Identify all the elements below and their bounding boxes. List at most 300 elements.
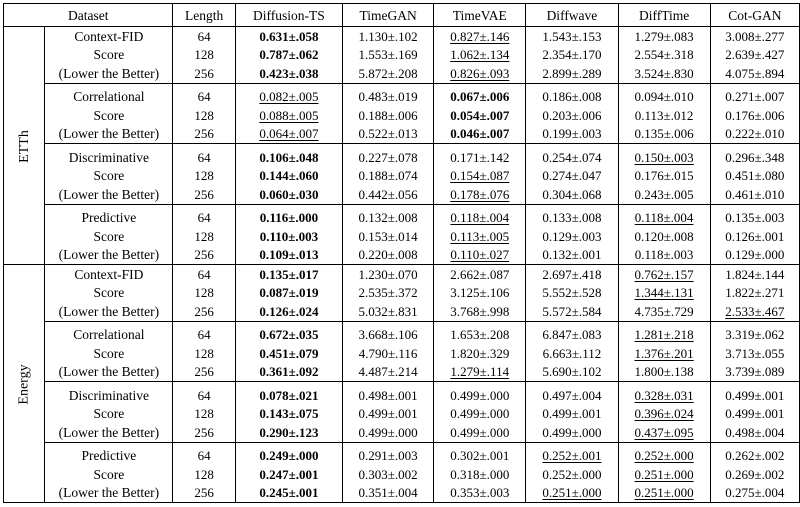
value-cell <box>618 386 710 405</box>
dataset-name: Energy <box>16 363 32 405</box>
value-text: 1.820±.329 <box>450 345 510 361</box>
value-text: 0.126±.024 <box>259 303 319 319</box>
length-cell: 128 <box>173 46 235 65</box>
value-text: 0.303±.002 <box>358 466 418 482</box>
value-text: 2.899±.289 <box>542 65 602 81</box>
length-cell: 256 <box>173 302 235 321</box>
value-text: 1.279±.083 <box>634 28 694 44</box>
value-cell <box>434 148 526 167</box>
value-text: 3.524±.830 <box>634 65 694 81</box>
value-text: 0.249±.000 <box>259 448 319 464</box>
value-cell <box>342 148 433 167</box>
value-cell <box>434 167 526 186</box>
value-cell <box>342 302 433 321</box>
value-cell <box>235 64 342 83</box>
metric-label: Context-FID <box>45 265 173 284</box>
table-row <box>4 106 800 125</box>
table-row <box>4 148 800 167</box>
value-cell <box>710 246 799 265</box>
dataset-label-cell <box>4 27 45 265</box>
value-cell <box>434 209 526 228</box>
value-text: 0.220±.008 <box>358 247 418 263</box>
value-text: 1.062±.134 <box>450 47 510 63</box>
value-text: 0.067±.006 <box>450 89 510 105</box>
metric-label: (Lower the Better) <box>45 64 173 83</box>
value-cell <box>710 302 799 321</box>
value-cell <box>526 46 618 65</box>
value-cell <box>710 88 799 107</box>
value-cell <box>342 209 433 228</box>
value-cell <box>434 447 526 466</box>
value-cell <box>710 125 799 144</box>
value-cell <box>342 265 433 284</box>
value-cell <box>235 125 342 144</box>
table-row <box>4 167 800 186</box>
value-text: 1.824±.144 <box>725 266 785 282</box>
metric-label: (Lower the Better) <box>45 423 173 442</box>
value-text: 0.245±.001 <box>259 485 319 501</box>
value-text: 0.188±.006 <box>358 107 418 123</box>
value-text: 0.451±.079 <box>259 345 319 361</box>
value-cell <box>235 227 342 246</box>
value-cell <box>526 405 618 424</box>
value-cell <box>342 125 433 144</box>
value-text: 0.499±.001 <box>725 406 785 422</box>
value-cell <box>710 326 799 345</box>
value-text: 3.125±.106 <box>450 285 510 301</box>
value-text: 0.274±.047 <box>542 168 602 184</box>
value-text: 6.663±.112 <box>542 345 602 361</box>
value-text: 0.113±.012 <box>634 107 694 123</box>
table-row <box>4 125 800 144</box>
value-text: 4.487±.214 <box>358 364 418 380</box>
value-text: 0.631±.058 <box>259 28 319 44</box>
metric-label: (Lower the Better) <box>45 125 173 144</box>
value-cell <box>342 344 433 363</box>
metric-label: Score <box>45 227 173 246</box>
length-cell: 256 <box>173 423 235 442</box>
value-cell <box>235 423 342 442</box>
value-cell <box>618 185 710 204</box>
value-cell <box>618 27 710 46</box>
metric-label: (Lower the Better) <box>45 363 173 382</box>
value-text: 1.279±.114 <box>450 364 510 380</box>
value-cell <box>618 265 710 284</box>
value-cell <box>342 106 433 125</box>
metric-label: Score <box>45 106 173 125</box>
value-cell <box>710 227 799 246</box>
value-cell <box>235 344 342 363</box>
value-cell <box>434 386 526 405</box>
value-text: 0.133±.008 <box>542 210 602 226</box>
value-text: 0.082±.005 <box>259 89 319 105</box>
header-row <box>4 4 800 27</box>
table-row <box>4 209 800 228</box>
value-text: 0.522±.013 <box>358 126 418 142</box>
value-text: 0.113±.005 <box>450 228 510 244</box>
value-text: 4.735±.729 <box>634 303 694 319</box>
value-text: 2.533±.467 <box>725 303 785 319</box>
value-cell <box>710 405 799 424</box>
value-text: 0.135±.006 <box>634 126 694 142</box>
metric-label: Score <box>45 167 173 186</box>
value-text: 3.713±.055 <box>725 345 785 361</box>
value-text: 0.271±.007 <box>725 89 785 105</box>
value-cell <box>342 386 433 405</box>
value-cell <box>235 88 342 107</box>
value-text: 0.126±.001 <box>725 228 785 244</box>
value-cell <box>618 88 710 107</box>
value-text: 1.281±.218 <box>634 327 694 343</box>
value-text: 0.290±.123 <box>259 424 319 440</box>
length-cell: 64 <box>173 386 235 405</box>
value-cell <box>526 167 618 186</box>
value-text: 2.697±.418 <box>542 266 602 282</box>
value-cell <box>342 363 433 382</box>
value-text: 0.132±.001 <box>542 247 602 263</box>
value-text: 0.129±.003 <box>542 228 602 244</box>
value-cell <box>434 125 526 144</box>
value-text: 0.199±.003 <box>542 126 602 142</box>
header-timevae: TimeVAE <box>434 4 526 27</box>
value-cell <box>434 227 526 246</box>
value-text: 5.690±.102 <box>542 364 602 380</box>
table-row <box>4 465 800 484</box>
length-cell: 64 <box>173 447 235 466</box>
value-cell <box>526 246 618 265</box>
table-row <box>4 227 800 246</box>
value-cell <box>342 465 433 484</box>
value-text: 0.499±.000 <box>542 424 602 440</box>
value-cell <box>342 185 433 204</box>
value-cell <box>618 363 710 382</box>
value-cell <box>434 46 526 65</box>
value-text: 5.552±.528 <box>542 285 602 301</box>
value-cell <box>342 326 433 345</box>
value-text: 0.110±.003 <box>259 228 319 244</box>
value-cell <box>618 447 710 466</box>
table-row <box>4 484 800 503</box>
value-text: 0.153±.014 <box>358 228 418 244</box>
value-cell <box>618 284 710 303</box>
value-cell <box>526 344 618 363</box>
header-difftime: DiffTime <box>618 4 710 27</box>
value-cell <box>434 246 526 265</box>
value-text: 0.499±.000 <box>450 424 510 440</box>
value-cell <box>618 167 710 186</box>
length-cell: 128 <box>173 167 235 186</box>
value-cell <box>526 88 618 107</box>
value-text: 0.827±.146 <box>450 28 510 44</box>
value-text: 0.787±.062 <box>259 47 319 63</box>
value-cell <box>618 302 710 321</box>
length-cell: 64 <box>173 148 235 167</box>
value-cell <box>434 185 526 204</box>
value-cell <box>235 106 342 125</box>
table-body <box>4 27 800 503</box>
dataset-name: ETTh <box>16 129 32 163</box>
value-cell <box>526 484 618 503</box>
value-cell <box>618 209 710 228</box>
value-cell <box>618 106 710 125</box>
value-text: 0.143±.075 <box>259 406 319 422</box>
value-text: 0.269±.002 <box>725 466 785 482</box>
value-cell <box>526 125 618 144</box>
table-row <box>4 185 800 204</box>
value-cell <box>342 88 433 107</box>
value-text: 0.109±.013 <box>259 247 319 263</box>
value-text: 0.129±.000 <box>725 247 785 263</box>
length-cell: 128 <box>173 465 235 484</box>
value-cell <box>235 209 342 228</box>
value-cell <box>235 326 342 345</box>
value-text: 0.437±.095 <box>634 424 694 440</box>
value-text: 0.178±.076 <box>450 186 510 202</box>
value-text: 0.396±.024 <box>634 406 694 422</box>
value-cell <box>235 185 342 204</box>
value-text: 0.247±.001 <box>259 466 319 482</box>
metric-label: Correlational <box>45 326 173 345</box>
value-text: 2.535±.372 <box>358 285 418 301</box>
value-cell <box>710 209 799 228</box>
value-text: 0.186±.008 <box>542 89 602 105</box>
value-cell <box>526 185 618 204</box>
value-text: 0.328±.031 <box>634 387 694 403</box>
value-cell <box>526 465 618 484</box>
value-cell <box>434 88 526 107</box>
value-cell <box>235 265 342 284</box>
length-cell: 256 <box>173 246 235 265</box>
table-row <box>4 302 800 321</box>
value-text: 0.144±.060 <box>259 168 319 184</box>
value-text: 1.800±.138 <box>634 364 694 380</box>
value-cell <box>710 363 799 382</box>
value-text: 1.376±.201 <box>634 345 694 361</box>
value-text: 4.075±.894 <box>725 65 785 81</box>
table-row <box>4 88 800 107</box>
value-cell <box>434 302 526 321</box>
length-cell: 128 <box>173 284 235 303</box>
header-timegan: TimeGAN <box>342 4 433 27</box>
value-cell <box>526 227 618 246</box>
value-text: 0.251±.000 <box>542 485 602 501</box>
table-row <box>4 284 800 303</box>
metric-label: (Lower the Better) <box>45 302 173 321</box>
value-text: 0.088±.005 <box>259 107 319 123</box>
value-text: 0.120±.008 <box>634 228 694 244</box>
value-text: 0.171±.142 <box>450 149 510 165</box>
value-text: 0.116±.000 <box>259 210 319 226</box>
value-cell <box>618 125 710 144</box>
value-cell <box>342 447 433 466</box>
value-text: 0.304±.068 <box>542 186 602 202</box>
value-text: 0.291±.003 <box>358 448 418 464</box>
value-text: 0.672±.035 <box>259 327 319 343</box>
metric-label: Score <box>45 405 173 424</box>
value-cell <box>710 106 799 125</box>
metric-label: (Lower the Better) <box>45 484 173 503</box>
table-row <box>4 27 800 46</box>
value-text: 0.499±.000 <box>358 424 418 440</box>
value-text: 0.497±.004 <box>542 387 602 403</box>
value-cell <box>235 46 342 65</box>
metric-label: Predictive <box>45 447 173 466</box>
value-cell <box>235 148 342 167</box>
value-text: 0.106±.048 <box>259 149 319 165</box>
value-text: 0.251±.000 <box>634 466 694 482</box>
header-dataset: Dataset <box>4 4 173 27</box>
value-cell <box>710 46 799 65</box>
value-text: 3.319±.062 <box>725 327 785 343</box>
value-text: 0.188±.074 <box>358 168 418 184</box>
value-cell <box>618 246 710 265</box>
value-text: 0.461±.010 <box>725 186 785 202</box>
value-cell <box>618 46 710 65</box>
value-text: 0.762±.157 <box>634 266 694 282</box>
table-row <box>4 64 800 83</box>
value-cell <box>526 423 618 442</box>
value-text: 0.176±.006 <box>725 107 785 123</box>
value-cell <box>434 284 526 303</box>
table-row <box>4 423 800 442</box>
value-text: 1.130±.102 <box>358 28 418 44</box>
value-text: 1.543±.153 <box>542 28 602 44</box>
value-text: 0.275±.004 <box>725 485 785 501</box>
value-text: 0.498±.004 <box>725 424 785 440</box>
metric-label: Score <box>45 46 173 65</box>
value-text: 2.639±.427 <box>725 47 785 63</box>
value-cell <box>618 405 710 424</box>
value-cell <box>342 246 433 265</box>
value-cell <box>710 167 799 186</box>
dataset-label-cell <box>4 265 45 503</box>
value-cell <box>618 423 710 442</box>
value-text: 1.230±.070 <box>358 266 418 282</box>
value-cell <box>710 64 799 83</box>
value-text: 0.054±.007 <box>450 107 510 123</box>
value-cell <box>235 405 342 424</box>
value-text: 0.132±.008 <box>358 210 418 226</box>
value-text: 0.060±.030 <box>259 186 319 202</box>
length-cell: 64 <box>173 209 235 228</box>
value-text: 0.423±.038 <box>259 65 319 81</box>
value-text: 0.353±.003 <box>450 485 510 501</box>
value-cell <box>526 265 618 284</box>
value-text: 3.668±.106 <box>358 327 418 343</box>
value-text: 2.662±.087 <box>450 266 510 282</box>
value-text: 0.499±.000 <box>450 387 510 403</box>
metric-label: Correlational <box>45 88 173 107</box>
length-cell: 256 <box>173 484 235 503</box>
value-cell <box>434 363 526 382</box>
value-text: 0.118±.003 <box>634 247 694 263</box>
value-text: 0.203±.006 <box>542 107 602 123</box>
value-cell <box>710 386 799 405</box>
value-cell <box>526 386 618 405</box>
value-text: 0.064±.007 <box>259 126 319 142</box>
value-cell <box>235 302 342 321</box>
value-text: 1.344±.131 <box>634 285 694 301</box>
value-cell <box>235 27 342 46</box>
value-text: 3.768±.998 <box>450 303 510 319</box>
value-cell <box>710 423 799 442</box>
value-cell <box>526 326 618 345</box>
value-cell <box>710 484 799 503</box>
value-text: 2.554±.318 <box>634 47 694 63</box>
length-cell: 128 <box>173 344 235 363</box>
metric-label: (Lower the Better) <box>45 185 173 204</box>
metric-label: (Lower the Better) <box>45 246 173 265</box>
metric-label: Discriminative <box>45 386 173 405</box>
table-row <box>4 46 800 65</box>
value-text: 0.252±.001 <box>542 448 602 464</box>
header-length: Length <box>173 4 235 27</box>
value-text: 0.227±.078 <box>358 149 418 165</box>
value-text: 5.572±.584 <box>542 303 602 319</box>
value-text: 1.553±.169 <box>358 47 418 63</box>
value-text: 0.118±.004 <box>450 210 510 226</box>
value-cell <box>434 64 526 83</box>
value-text: 0.252±.000 <box>634 448 694 464</box>
value-cell <box>618 148 710 167</box>
table-row <box>4 386 800 405</box>
value-text: 0.094±.010 <box>634 89 694 105</box>
value-cell <box>618 465 710 484</box>
value-cell <box>710 344 799 363</box>
value-text: 5.872±.208 <box>358 65 418 81</box>
value-text: 0.499±.001 <box>358 406 418 422</box>
table-row <box>4 405 800 424</box>
table-row <box>4 265 800 284</box>
value-text: 0.442±.056 <box>358 186 418 202</box>
value-text: 0.254±.074 <box>542 149 602 165</box>
value-text: 0.499±.000 <box>450 406 510 422</box>
header-diffusion-ts: Diffusion-TS <box>235 4 342 27</box>
length-cell: 64 <box>173 27 235 46</box>
value-cell <box>235 363 342 382</box>
metric-label: Context-FID <box>45 27 173 46</box>
value-cell <box>434 405 526 424</box>
value-text: 0.176±.015 <box>634 168 694 184</box>
length-cell: 256 <box>173 185 235 204</box>
metric-label: Discriminative <box>45 148 173 167</box>
value-cell <box>342 227 433 246</box>
length-cell: 256 <box>173 363 235 382</box>
value-text: 5.032±.831 <box>358 303 418 319</box>
value-cell <box>710 465 799 484</box>
value-text: 0.078±.021 <box>259 387 319 403</box>
value-text: 0.118±.004 <box>634 210 694 226</box>
value-text: 0.302±.001 <box>450 448 510 464</box>
value-cell <box>342 167 433 186</box>
results-table <box>3 3 800 503</box>
value-cell <box>342 284 433 303</box>
value-cell <box>434 326 526 345</box>
value-text: 0.135±.003 <box>725 210 785 226</box>
value-cell <box>342 405 433 424</box>
value-cell <box>710 447 799 466</box>
length-cell: 128 <box>173 227 235 246</box>
header-cot-gan: Cot-GAN <box>710 4 799 27</box>
value-cell <box>710 284 799 303</box>
value-text: 0.243±.005 <box>634 186 694 202</box>
metric-label: Predictive <box>45 209 173 228</box>
value-cell <box>618 64 710 83</box>
length-cell: 256 <box>173 125 235 144</box>
value-text: 0.451±.080 <box>725 168 785 184</box>
table-row <box>4 363 800 382</box>
length-cell: 64 <box>173 88 235 107</box>
